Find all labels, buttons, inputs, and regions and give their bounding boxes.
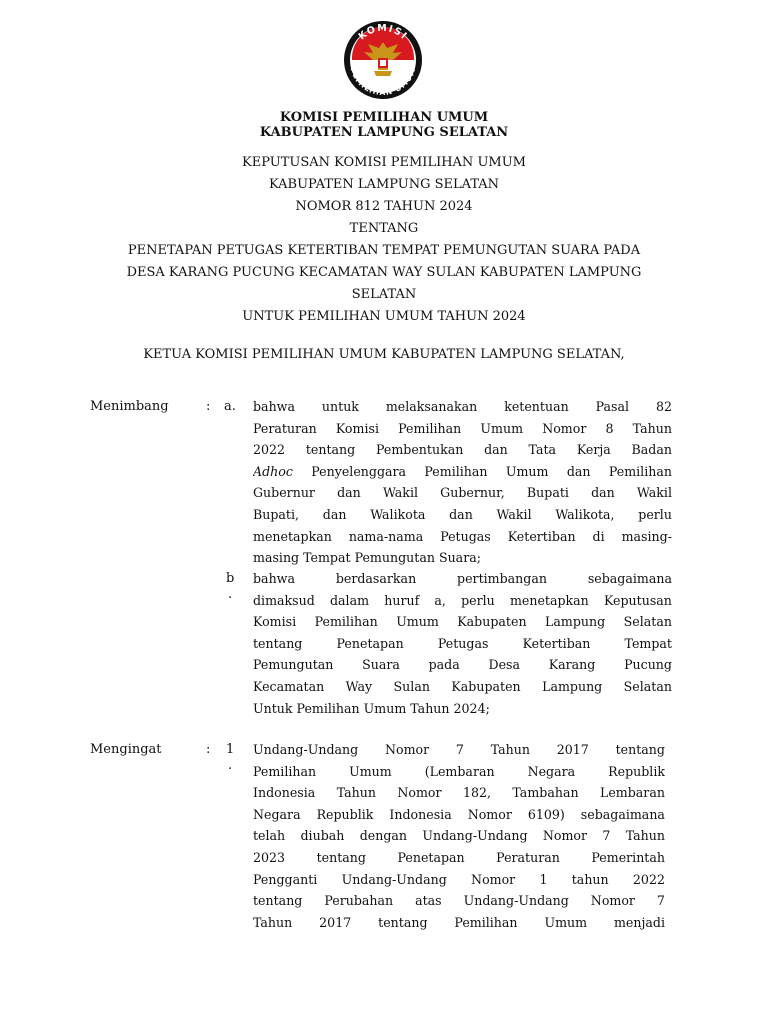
word: perlu (638, 506, 672, 522)
word: tentang (253, 635, 303, 651)
word: untuk (321, 399, 359, 414)
word: Tahun (253, 914, 293, 930)
paragraph-line (253, 461, 672, 483)
word: atas (415, 893, 442, 909)
word: Wakil (636, 485, 672, 501)
word: Tahun (490, 742, 530, 757)
paragraph-line (253, 890, 665, 912)
paragraph-line (253, 654, 672, 676)
word: dan (591, 485, 615, 501)
word: masing- (621, 528, 672, 544)
word: Tahun (625, 828, 665, 844)
word: pada (428, 657, 460, 673)
word: menetapkan (509, 592, 589, 608)
word: Ketertiban (522, 635, 591, 651)
item-marker-1 (226, 742, 242, 773)
word: Tahun (632, 420, 672, 436)
marker-text: 1 (226, 742, 235, 757)
paragraph-line (253, 804, 665, 826)
word: Selatan (623, 614, 672, 630)
word: a, (434, 592, 446, 608)
paragraph-line (253, 482, 672, 504)
kpu-logo (340, 20, 426, 100)
word: Komisi (253, 614, 297, 630)
menimbang-item-a (253, 396, 672, 569)
word: Tambahan (512, 785, 579, 801)
word: Indonesia (253, 785, 316, 801)
paragraph-line (253, 590, 672, 612)
word: 1 (539, 871, 548, 887)
word: Lampung (545, 614, 606, 630)
paragraph-line (253, 761, 665, 783)
paragraph-line (253, 396, 672, 418)
paragraph-line (253, 676, 672, 698)
word: dan (566, 463, 591, 479)
word: Petugas (440, 528, 491, 544)
word: menetapkan (253, 528, 332, 544)
word: Republik (608, 763, 665, 779)
word: 2017 (556, 742, 589, 757)
word: Petugas (437, 635, 489, 651)
word: ketentuan (504, 399, 569, 414)
title-line: KABUPATEN LAMPUNG SELATAN (268, 177, 500, 192)
word: Pemilihan (454, 914, 518, 930)
word: 7 (602, 828, 611, 844)
paragraph-line (253, 782, 665, 804)
word: Pemungutan (253, 657, 334, 673)
word: Nomor (467, 806, 512, 822)
word: tentang (305, 442, 356, 458)
word: 2017 (319, 914, 352, 930)
word: Kecamatan (253, 678, 325, 694)
word: (Lembaran (424, 763, 495, 779)
paragraph-line (253, 869, 665, 891)
word: Keputusan (603, 592, 672, 608)
word: tentang (253, 893, 303, 909)
word: Nomor (590, 893, 635, 909)
word: 7 (455, 742, 464, 757)
word: Umum (349, 763, 392, 779)
word: Way (345, 678, 373, 694)
word: diubah (300, 828, 345, 844)
word: Undang-Undang (463, 893, 569, 909)
word: Pemilihan (314, 614, 378, 630)
marker-dot: . (228, 758, 233, 773)
word: Pemilihan (424, 463, 488, 479)
paragraph-line (253, 633, 672, 655)
logo-top-text: KOMISI (356, 22, 410, 43)
word: 2022 (632, 871, 665, 887)
title-line: SELATAN (351, 287, 417, 302)
word: Umum (544, 914, 588, 930)
word: Desa (488, 657, 520, 673)
header-line-2: KABUPATEN LAMPUNG SELATAN (259, 125, 509, 140)
word: sebagaimana (587, 571, 672, 586)
paragraph-line (253, 418, 672, 440)
word: sebagaimana (580, 806, 665, 822)
marker-text: b (226, 571, 235, 586)
word: Penetapan (397, 849, 465, 865)
word: Umum (480, 420, 524, 436)
word: Peraturan (496, 849, 560, 865)
ketua-heading: KETUA KOMISI PEMILIHAN UMUM KABUPATEN LAMPUNG SELATAN, (143, 347, 625, 362)
word: Penyelenggara (311, 463, 407, 479)
word: Bupati (526, 485, 569, 501)
word: Walikota, (555, 506, 615, 522)
word: Tahun (336, 785, 376, 801)
word: Kerja (576, 442, 611, 458)
word: Pembentukan (375, 442, 464, 458)
word: Pemilihan (608, 463, 672, 479)
word: Nomor (471, 871, 516, 887)
word: Suara (362, 657, 400, 673)
mengingat-colon: : (206, 742, 211, 757)
title-line: KEPUTUSAN KOMISI PEMILIHAN UMUM (242, 155, 526, 170)
word: 2023 (253, 849, 286, 865)
paragraph-line (253, 611, 672, 633)
word: dalam (329, 592, 370, 608)
paragraph-line (253, 825, 665, 847)
word: Perubahan (324, 893, 394, 909)
title-line: TENTANG (349, 221, 419, 236)
word: berdasarkan (335, 571, 417, 586)
word: bahwa (253, 399, 295, 414)
word: Peraturan (253, 420, 317, 436)
paragraph-line: masing Tempat Pemungutan Suara; (253, 550, 481, 566)
word: tahun (571, 871, 609, 887)
word: Lampung (542, 678, 603, 694)
word: Pemilihan (253, 763, 317, 779)
word: 82 (655, 399, 672, 414)
paragraph-line (253, 504, 672, 526)
word: Pucung (624, 657, 672, 673)
item-marker-a (224, 399, 240, 415)
word: dan (484, 442, 508, 458)
word: Pengganti (253, 871, 318, 887)
word: Republik (316, 806, 374, 822)
word: tentang (316, 849, 366, 865)
word: Undang-Undang (253, 742, 359, 757)
word: Negara (527, 763, 576, 779)
word: Gubernur, (440, 485, 505, 501)
paragraph-line (253, 439, 672, 461)
word: telah (253, 828, 286, 844)
item-marker-b (226, 571, 242, 602)
word: Indonesia (389, 806, 452, 822)
paragraph-line (253, 568, 672, 590)
word: perlu (461, 592, 495, 608)
word: dengan (359, 828, 408, 844)
word: bahwa (253, 571, 295, 586)
word: Pemilihan (398, 420, 462, 436)
word: Karang (548, 657, 596, 673)
title-line: DESA KARANG PUCUNG KECAMATAN WAY SULAN KABUPATEN LAMPUNG (126, 265, 642, 280)
word: Sulan (393, 678, 430, 694)
word: Nomor (542, 828, 588, 844)
word: huruf (384, 592, 420, 608)
word: Nomor (384, 742, 430, 757)
word: Ketertiban (507, 528, 576, 544)
word: Bupati, (253, 506, 300, 522)
decree-title (0, 152, 768, 328)
menimbang-colon: : (206, 399, 211, 414)
paragraph-line (253, 526, 672, 548)
header-line-1: KOMISI PEMILIHAN UMUM (279, 110, 489, 125)
word: dan (322, 506, 347, 522)
word: Kabupaten (451, 678, 521, 694)
word: 2022 (253, 442, 286, 458)
word: melaksanakan (385, 399, 478, 414)
mengingat-label: Mengingat (90, 742, 162, 757)
paragraph-line (253, 912, 665, 934)
word: 6109) (527, 806, 565, 822)
logo-bottom-text: PEMILIHAN UMUM (348, 66, 418, 98)
word: menjadi (613, 914, 665, 930)
paragraph-line (253, 847, 665, 869)
word: Pemerintah (591, 849, 665, 865)
marker-text: a. (224, 399, 236, 414)
word: Umum (396, 614, 439, 630)
word: Pasal (595, 399, 630, 414)
paragraph-line: Untuk Pemilihan Umum Tahun 2024; (253, 700, 490, 716)
word: 7 (656, 893, 665, 909)
word: Gubernur (253, 485, 315, 501)
word: Undang-Undang (422, 828, 528, 844)
word: 182, (462, 785, 491, 801)
menimbang-item-b (253, 568, 672, 719)
word: Kabupaten (457, 614, 527, 630)
word: Badan (631, 442, 672, 458)
word: Umum (505, 463, 549, 479)
word: pertimbangan (457, 571, 547, 586)
word: dimaksud (253, 592, 315, 608)
word: Nomor (542, 420, 587, 436)
word: Wakil (496, 506, 532, 522)
word: Selatan (623, 678, 672, 694)
word: Negara (253, 806, 301, 822)
title-line: PENETAPAN PETUGAS KETERTIBAN TEMPAT PEMUNGUTAN SUARA PADA (127, 243, 641, 258)
word: dan (449, 506, 473, 522)
word: tentang (615, 742, 665, 757)
word: Nomor (397, 785, 442, 801)
word: Tempat (624, 635, 672, 651)
word: Walikota (370, 506, 426, 522)
kpu-seal-icon (340, 20, 426, 100)
word: Tata (528, 442, 557, 458)
word: Penetapan (336, 635, 404, 651)
word: Wakil (382, 485, 418, 501)
word: Lembaran (599, 785, 665, 801)
word: nama-nama (348, 528, 424, 544)
word: tentang (378, 914, 428, 930)
word: di (592, 528, 605, 544)
marker-dot: . (228, 587, 233, 602)
title-line: NOMOR 812 TAHUN 2024 (295, 199, 473, 214)
menimbang-label: Menimbang (90, 399, 169, 414)
title-line: UNTUK PEMILIHAN UMUM TAHUN 2024 (242, 309, 526, 324)
word: Adhoc (253, 463, 293, 479)
word: Komisi (335, 420, 379, 436)
word: Undang-Undang (341, 871, 447, 887)
word: dan (337, 485, 361, 501)
mengingat-item-1 (253, 739, 665, 933)
word: 8 (605, 420, 614, 436)
paragraph-line (253, 739, 665, 761)
